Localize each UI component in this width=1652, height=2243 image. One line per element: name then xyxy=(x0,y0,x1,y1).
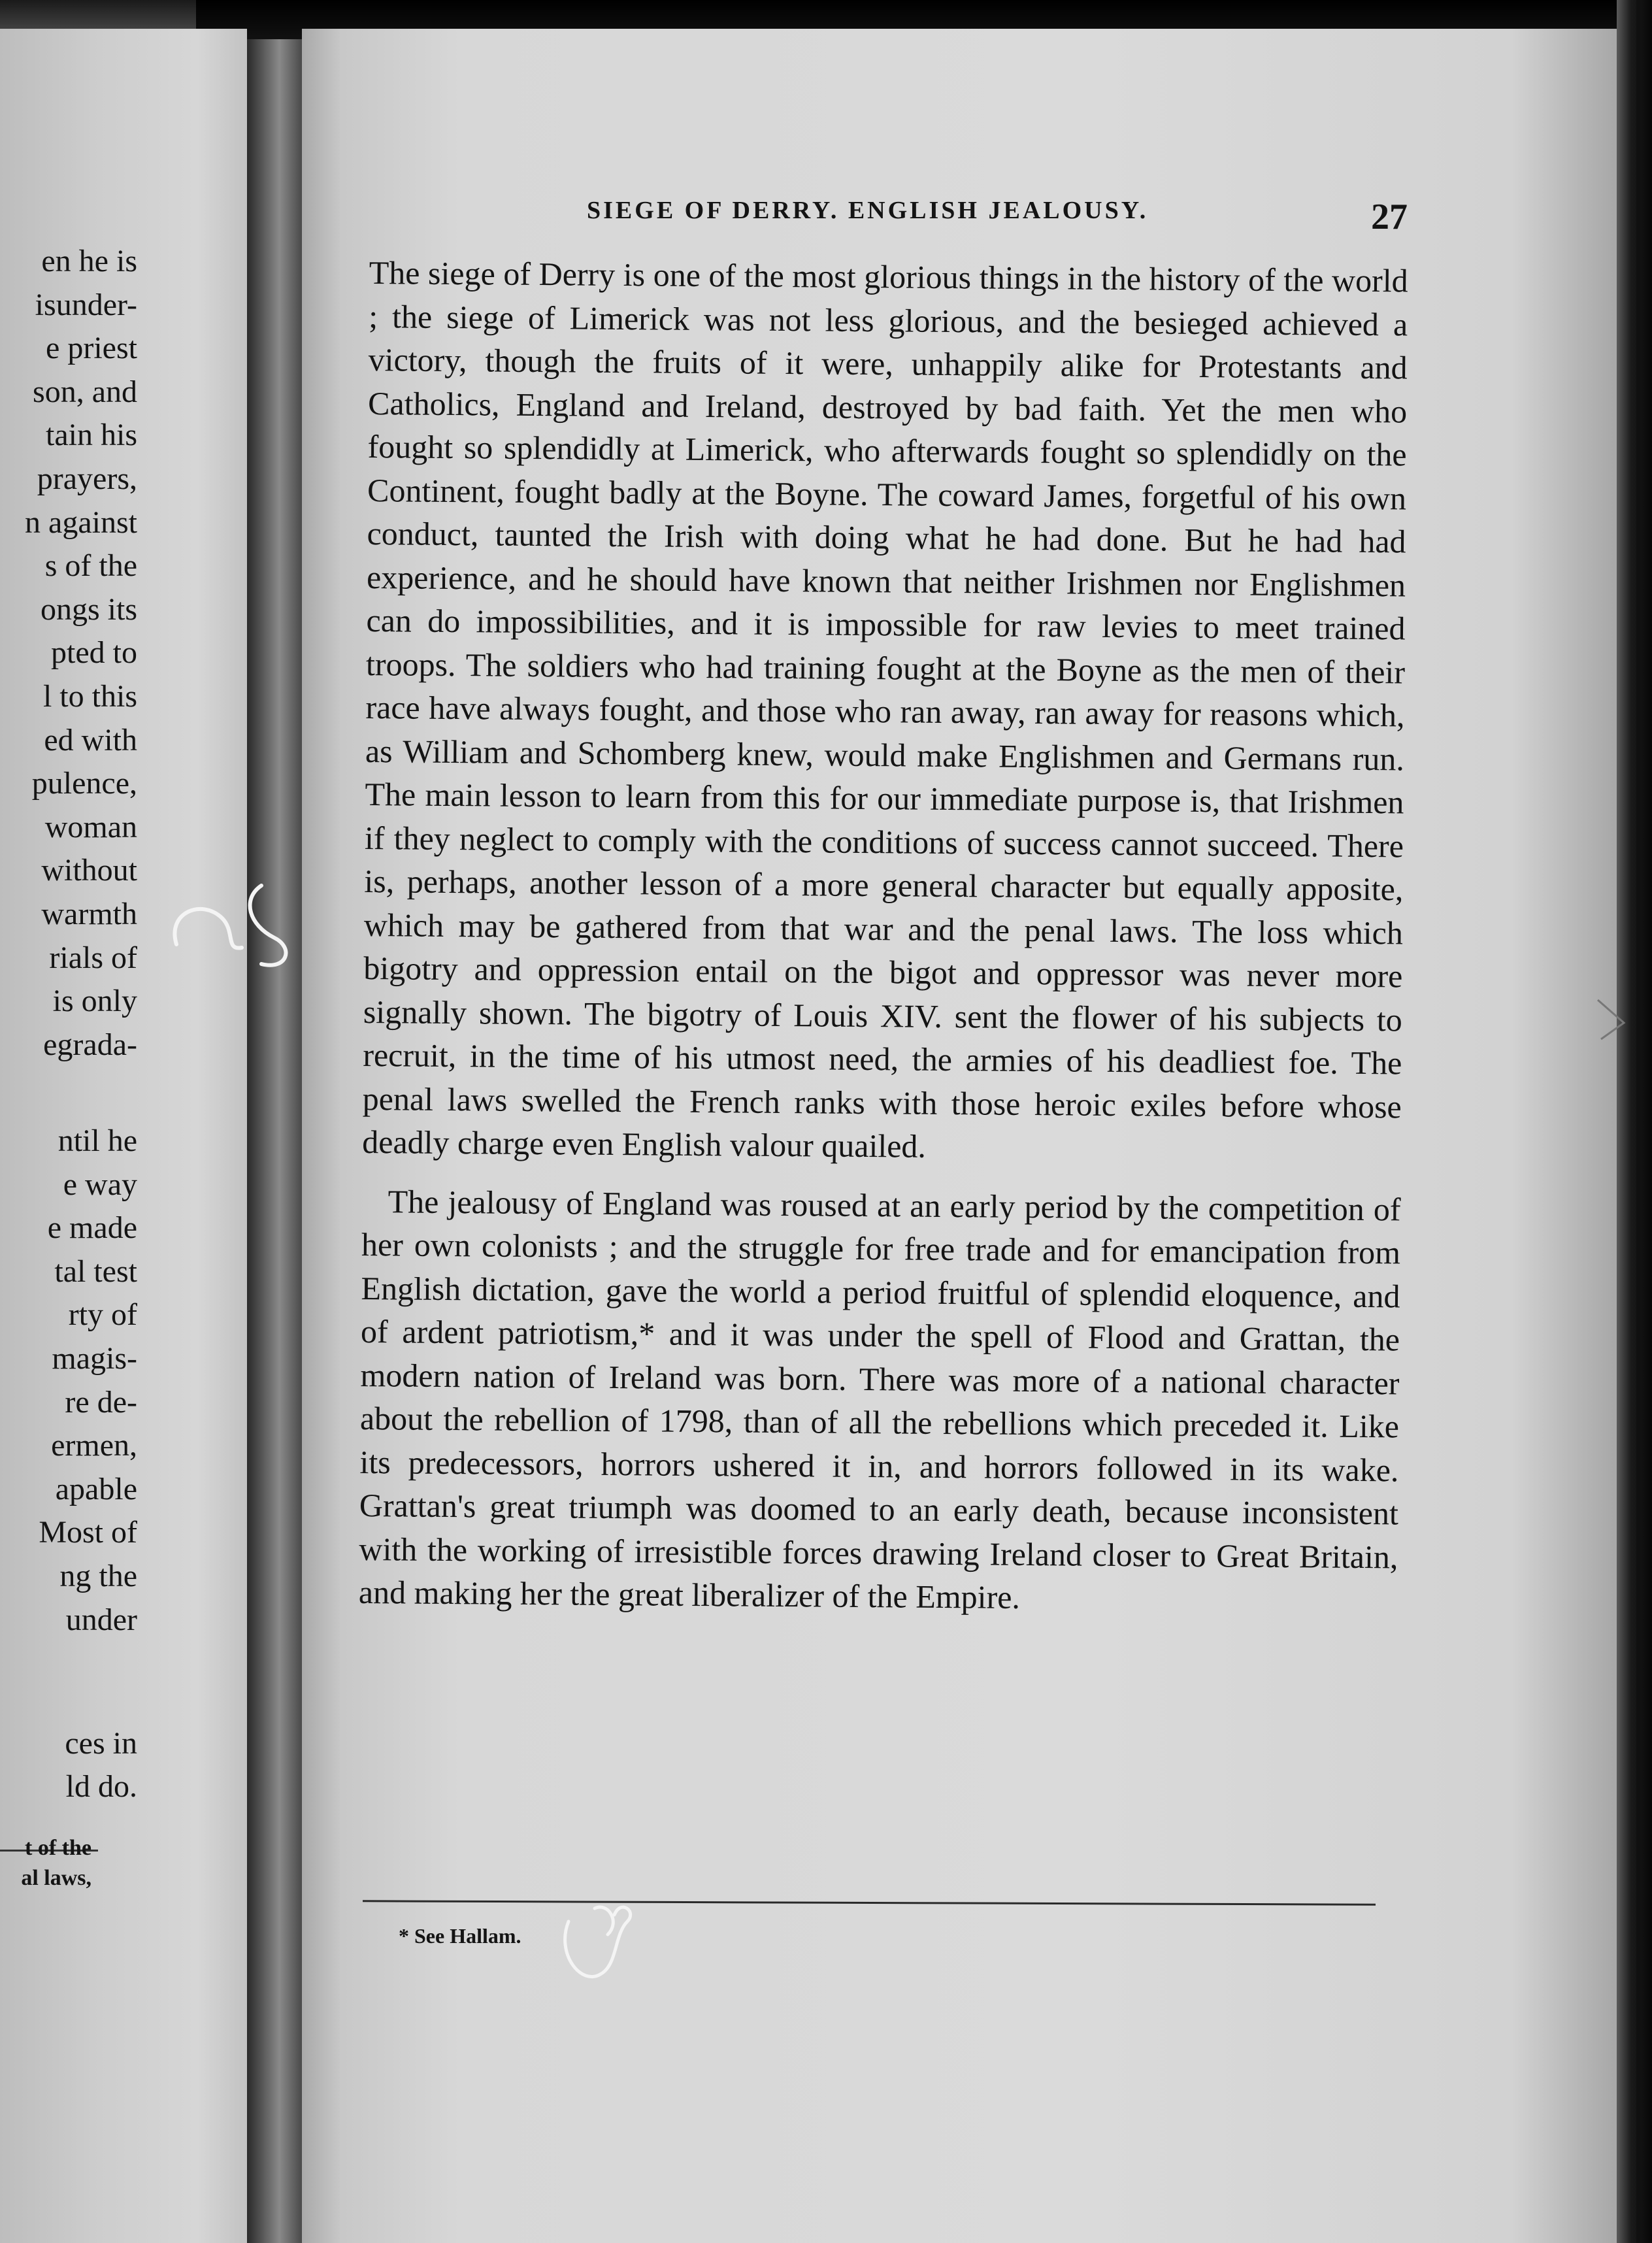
left-page-line: pted to xyxy=(51,635,137,671)
left-page-line: rials of xyxy=(49,940,137,975)
left-page-line: prayers, xyxy=(37,461,137,496)
left-page-line: isunder- xyxy=(35,287,137,322)
left-page-line: egrada- xyxy=(43,1027,137,1062)
left-page-line: under xyxy=(65,1602,137,1637)
paragraph: The siege of Derry is one of the most glorious things in the history of the world ; the siege of Limerick was not less glorious, and the besieged achieved a victory, though the fruits of it were, unhappily alike for Protestants and Catholics, England and Ireland, destroyed by bad faith. Yet the men who fought so splendidly at Limerick, who afterwards fought so splendidly on the Continent, fought badly at the Boyne. The coward James, forgetful of his own conduct, taunted the Irish with doing what he had done. But he had had experience, and he should have known that neither Irishmen nor Englishmen can do impossibilities, and it is impossible for raw levies to meet trained troops. The soldiers who had training fought at the Boyne as the men of their race have always fought, and those who ran away, ran away for reasons which, as William and Schomberg knew, would make Englishmen and Germans run. The main lesson to learn from this for our immediate purpose is, that Irishmen if they neglect to comply with the conditions of success cannot succeed. There is, perhaps, another lesson of a more general character but equally apposite, which may be gathered from that war and the penal laws. The loss which bigotry and oppression entail on the bigot and oppressor was never more signally shown. The bigotry of Louis XIV. sent the flower of his subjects to recruit, in the time of his utmost need, the armies of his deadliest foe. The penal laws swelled the French ranks with those heroic exiles before whose deadly charge even English valour quailed. xyxy=(362,254,1408,1165)
scan-artifact-squiggle xyxy=(163,872,314,984)
scanner-right-edge xyxy=(1617,0,1652,2243)
left-page-line: apable xyxy=(55,1471,137,1506)
left-page-line: en he is xyxy=(41,244,137,278)
left-page-line: e priest xyxy=(46,331,137,366)
left-page-line: s of the xyxy=(44,548,137,584)
left-page-line: ng the xyxy=(59,1559,137,1593)
left-page-line: re de- xyxy=(65,1384,137,1420)
left-page-line: ld do. xyxy=(65,1769,137,1804)
left-page-line: tain his xyxy=(46,418,137,453)
left-page-line: pulence, xyxy=(31,766,137,801)
left-page-line: ntil he xyxy=(58,1123,137,1158)
running-header: SIEGE OF DERRY. ENGLISH JEALOUSY. xyxy=(587,197,1149,224)
left-page-footnote-line: al laws, xyxy=(21,1866,91,1890)
left-page-line: ces in xyxy=(65,1726,137,1761)
left-page-line: woman xyxy=(44,809,137,844)
scan-artifact-squiggle xyxy=(555,1895,653,1993)
left-page-line: without xyxy=(41,853,137,888)
book-edge xyxy=(0,0,196,31)
left-page-line: Most of xyxy=(39,1515,137,1550)
page-edge-line xyxy=(1636,0,1640,2243)
page-number: 27 xyxy=(1371,197,1408,237)
body-text xyxy=(359,251,1408,1622)
left-page-line: l to this xyxy=(42,679,137,714)
left-page-line: e way xyxy=(63,1167,137,1202)
left-page-line: son, and xyxy=(33,374,137,409)
left-page-line: rty of xyxy=(68,1297,137,1333)
left-page-line: warmth xyxy=(41,897,137,931)
left-page-line: tal test xyxy=(54,1254,137,1289)
left-page-line: ed with xyxy=(44,722,137,757)
book-gutter xyxy=(247,39,306,2243)
footnote: * See Hallam. xyxy=(399,1924,521,1948)
left-facing-page xyxy=(0,29,247,2243)
scan-artifact-mark xyxy=(1594,993,1634,1046)
left-page-line: ermen, xyxy=(51,1428,137,1463)
left-page-line: magis- xyxy=(52,1341,137,1376)
left-page-line: is only xyxy=(52,984,137,1019)
left-page-line: e made xyxy=(47,1210,137,1246)
paragraph: The jealousy of England was roused at an early period by the competition of her own colonists ; and the struggle for free trade and for emancipation from English dictation, gave the world a period fruitful of splendid eloquence, and of ardent patriotism,* and it was under the spell of Flood and Grattan, the modern nation of Ireland was born. There was more of a national character about the rebellion of 1798, than of all the rebellions which preceded it. Like its predecessors, horrors ushered it in, and horrors followed in its wake. Grattan's great triumph was doomed to an early death, because inconsistent with the working of irresistible forces drawing Ireland closer to Great Britain, and making her the great liberalizer of the Empire. xyxy=(358,1182,1401,1616)
left-page-line: n against xyxy=(25,505,137,540)
left-page-line: ongs its xyxy=(40,591,137,627)
left-page-footnote-line: t of the xyxy=(25,1836,91,1860)
